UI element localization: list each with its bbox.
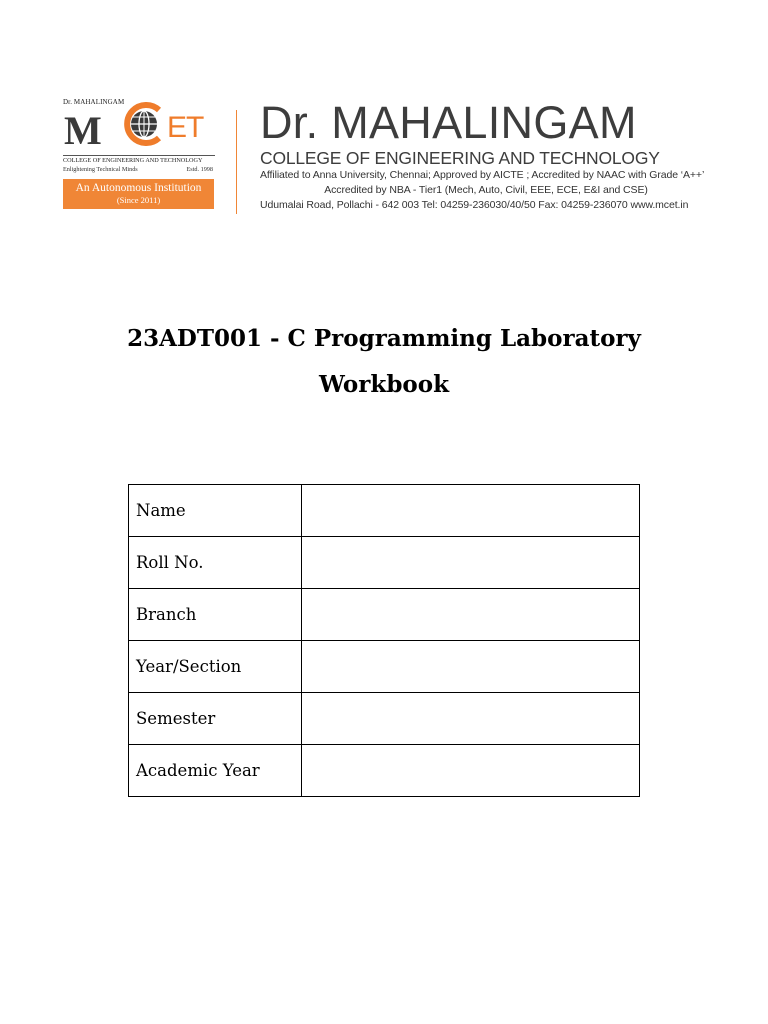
table-row <box>129 745 640 797</box>
college-address: Udumalai Road, Pollachi - 642 003 Tel: 04259-236030/40/50 Fax: 04259-236070 www.mcet.in <box>260 199 689 211</box>
row-label: Year/Section <box>129 641 302 693</box>
autonomous-banner <box>63 179 214 209</box>
logo-letters-et: ET <box>167 111 204 144</box>
logo-letter-m: M <box>64 108 102 153</box>
letterhead <box>0 0 768 230</box>
college-name: Dr. MAHALINGAM <box>260 97 637 148</box>
logo-tagline-row <box>63 166 213 173</box>
title-line-1: 23ADT001 - C Programming Laboratory <box>127 325 641 352</box>
logo-small-name: Dr. MAHALINGAM <box>63 98 125 106</box>
row-label: Name <box>129 485 302 537</box>
college-info <box>260 98 720 213</box>
branch-field[interactable] <box>302 589 640 641</box>
header-divider <box>236 110 237 214</box>
academic-year-field[interactable] <box>302 745 640 797</box>
table-row <box>129 693 640 745</box>
table-row <box>129 485 640 537</box>
table-row <box>129 537 640 589</box>
college-accreditation: Accredited by NBA - Tier1 (Mech, Auto, Civil, EEE, ECE, E&I and CSE) <box>324 184 648 196</box>
student-info-table <box>128 484 640 797</box>
logo-established: Estd. 1998 <box>186 166 213 173</box>
globe-icon <box>121 102 165 146</box>
mcet-logo <box>63 97 215 211</box>
college-subtitle: COLLEGE OF ENGINEERING AND TECHNOLOGY <box>260 148 660 168</box>
semester-field[interactable] <box>302 693 640 745</box>
name-field[interactable] <box>302 485 640 537</box>
college-affiliation: Affiliated to Anna University, Chennai; Approved by AICTE ; Accredited by NAAC with Grade ‘A++’ <box>260 169 705 181</box>
logo-college-name: COLLEGE OF ENGINEERING AND TECHNOLOGY <box>63 155 215 164</box>
banner-line-2: (Since 2011) <box>116 195 161 205</box>
row-label: Branch <box>129 589 302 641</box>
logo-tagline: Enlightening Technical Minds <box>63 166 138 173</box>
logo-wordmark <box>63 101 215 153</box>
banner-line-1: An Autonomous Institution <box>75 182 202 194</box>
row-label: Roll No. <box>129 537 302 589</box>
table-row <box>129 589 640 641</box>
year-section-field[interactable] <box>302 641 640 693</box>
workbook-title <box>0 316 768 408</box>
row-label: Semester <box>129 693 302 745</box>
roll-no-field[interactable] <box>302 537 640 589</box>
title-line-2: Workbook <box>318 371 450 398</box>
table-row <box>129 641 640 693</box>
row-label: Academic Year <box>129 745 302 797</box>
